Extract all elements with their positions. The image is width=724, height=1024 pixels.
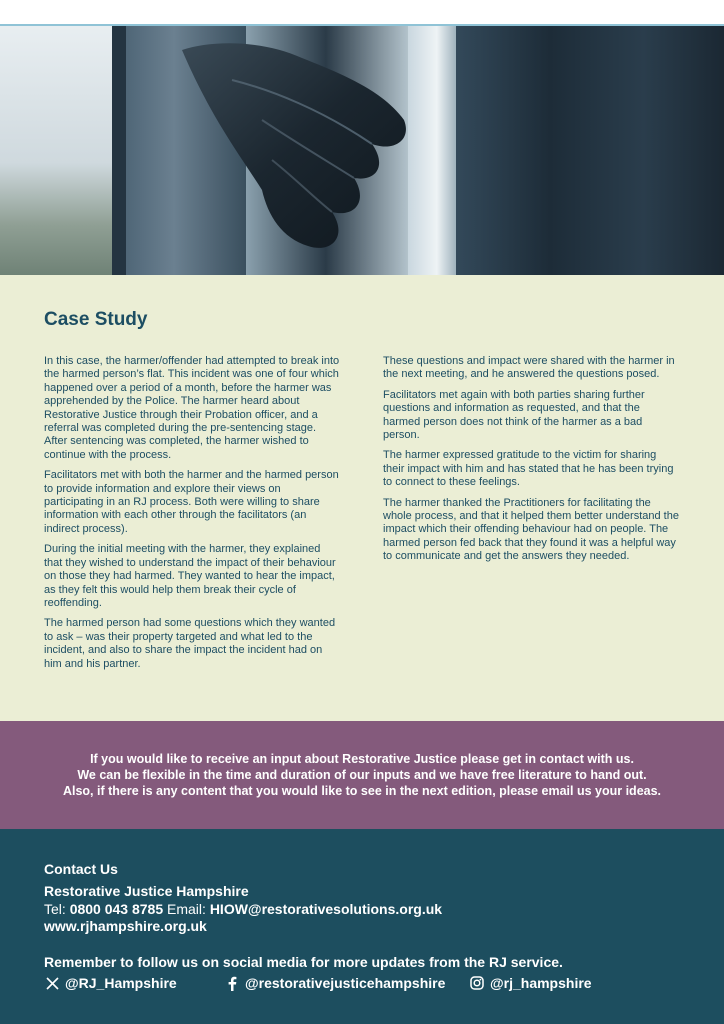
case-study-paragraph: Facilitators met with both the harmer and the harmed person to provide information and explore their views on participating in an RJ process. Both were willing to share information with each other through the facilitators (an indirect process). <box>44 469 339 535</box>
window-background <box>0 26 112 275</box>
organisation-name: Restorative Justice Hampshire <box>44 883 249 899</box>
website-link[interactable]: www.rjhampshire.org.uk <box>44 918 207 934</box>
instagram-icon <box>469 975 485 991</box>
tel-label: Tel: <box>44 901 66 917</box>
social-links <box>44 975 684 995</box>
case-study-section <box>0 275 724 721</box>
social-x-link[interactable] <box>44 975 177 991</box>
contact-heading: Contact Us <box>44 861 118 877</box>
door-edge <box>408 26 456 275</box>
case-study-paragraph: During the initial meeting with the harmer, they explained that they wished to understand the impact of their behaviour on those they had harmed. They wanted to hear the impact, as they felt this would help them break their cycle of reoffending. <box>44 543 336 609</box>
case-study-paragraph: Facilitators met again with both parties sharing further questions and information as requested, and that the harmed person does not think of the harmer as a bad person. <box>383 388 645 442</box>
gloved-hand-icon <box>172 40 412 275</box>
phone-number[interactable]: 0800 043 8785 <box>69 901 164 917</box>
email-label: Email: <box>167 901 206 917</box>
case-study-right-column <box>383 355 679 571</box>
case-study-paragraph: In this case, the harmer/offender had attempted to break into the harmed person’s flat. This incident was one of four which happened over a period of a month, before the harmer was apprehended by the Police. The harmer heard about Restorative Justice through their Probation officer, and a referral was completed during the pre-sentencing stage. After sentencing was completed, the harmer wished to continue with the process. <box>44 355 340 461</box>
case-study-left-column <box>44 355 340 678</box>
hero-photo-burglary <box>0 26 724 275</box>
window-frame <box>112 26 126 275</box>
case-study-paragraph: The harmed person had some questions which they wanted to ask – was their property targeted and what led to the incident, and also to share the impact the incident had on him and his partner. <box>44 617 336 670</box>
intruder-silhouette <box>456 26 724 275</box>
facebook-icon <box>224 975 240 991</box>
social-handle: @rj_hampshire <box>490 975 592 991</box>
case-study-title: Case Study <box>44 309 148 330</box>
case-study-paragraph: These questions and impact were shared with the harmer in the next meeting, and he answered the questions posed. <box>383 355 675 381</box>
contact-invite-banner <box>0 721 724 829</box>
follow-text: Remember to follow us on social media for more updates from the RJ service. <box>44 954 563 970</box>
case-study-paragraph: The harmer expressed gratitude to the victim for sharing their impact with him and has stated that he has been trying to connect to these feelings. <box>383 449 674 489</box>
banner-line: We can be flexible in the time and duration of our inputs and we have free literature to hand out. <box>77 768 647 782</box>
contact-details-line <box>44 901 442 917</box>
social-handle: @restorativejusticehampshire <box>245 975 446 991</box>
banner-line: Also, if there is any content that you would like to see in the next edition, please email us your ideas. <box>62 784 662 798</box>
email-link[interactable]: HIOW@restorativesolutions.org.uk <box>209 901 443 917</box>
social-handle: @RJ_Hampshire <box>65 975 177 991</box>
case-study-paragraph: The harmer thanked the Practitioners for facilitating the whole process, and that it helped them better understand the impact which their offending behaviour had on people. The harmed person fed back that they found it was a helpful way to communicate and get the answers they needed. <box>383 496 679 563</box>
social-instagram-link[interactable] <box>469 975 592 991</box>
contact-footer <box>0 829 724 1024</box>
social-facebook-link[interactable] <box>224 975 445 991</box>
banner-line: If you would like to receive an input about Restorative Justice please get in contact with us. <box>90 752 634 766</box>
top-strip <box>0 0 724 26</box>
x-icon <box>44 975 60 991</box>
